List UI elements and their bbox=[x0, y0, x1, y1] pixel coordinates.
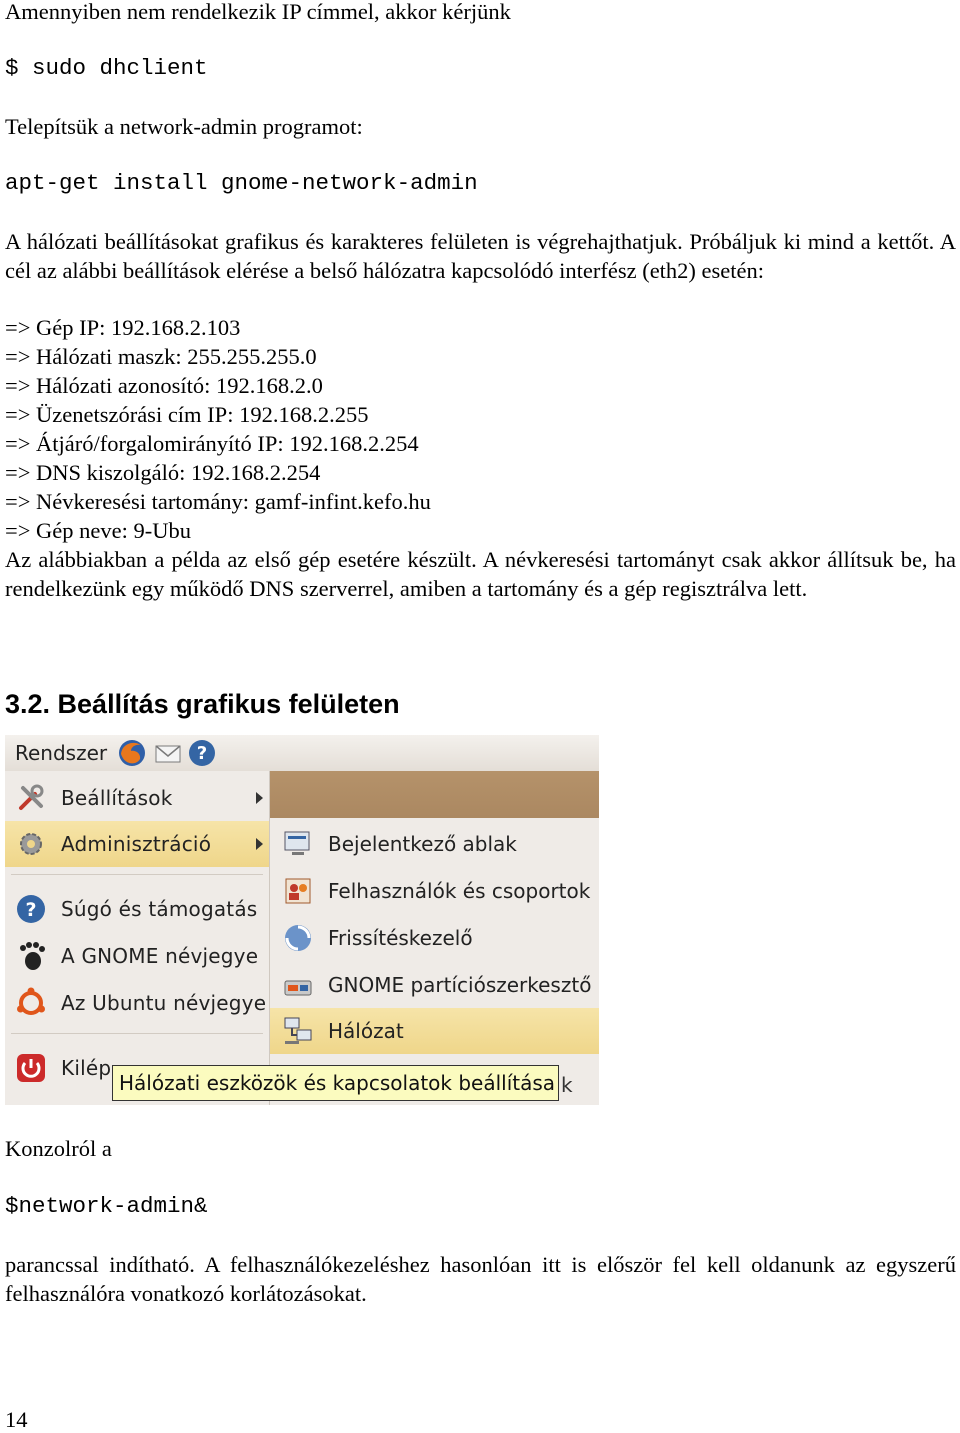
menu-item-label: Súgó és támogatás bbox=[61, 897, 258, 921]
menu-item-help[interactable] bbox=[5, 886, 269, 932]
menu-item-label: Kilép bbox=[61, 1056, 112, 1080]
gnome-menu-screenshot bbox=[5, 735, 599, 1105]
users-icon bbox=[282, 875, 314, 907]
menu-item-label: Adminisztráció bbox=[61, 832, 212, 856]
setting-line: => Hálózati maszk: 255.255.255.0 bbox=[5, 344, 317, 369]
power-icon bbox=[15, 1052, 47, 1084]
section-heading: 3.2. Beállítás grafikus felületen bbox=[5, 689, 400, 719]
firefox-icon[interactable] bbox=[117, 738, 147, 768]
network-icon bbox=[282, 1015, 314, 1047]
mail-icon[interactable] bbox=[153, 738, 183, 768]
submenu-item-label: Felhasználók és csoportok bbox=[328, 879, 591, 903]
setting-line: => DNS kiszolgáló: 192.168.2.254 bbox=[5, 460, 321, 485]
command-network-admin: $network-admin& bbox=[5, 1193, 208, 1219]
system-menu-label[interactable]: Rendszer bbox=[15, 741, 108, 765]
setting-line: => Gép neve: 9-Ubu bbox=[5, 518, 191, 543]
menu-item-administration[interactable] bbox=[5, 821, 269, 867]
intro-line: Amennyiben nem rendelkezik IP címmel, akkor kérjünk bbox=[5, 0, 511, 24]
setting-line: => Hálózati azonosító: 192.168.2.0 bbox=[5, 373, 323, 398]
submenu-item-users[interactable] bbox=[270, 868, 599, 914]
help-icon bbox=[15, 893, 47, 925]
administration-submenu bbox=[270, 818, 599, 1058]
submenu-arrow-icon bbox=[256, 838, 263, 850]
tooltip-overflow-text: k bbox=[561, 1073, 573, 1097]
submenu-item-partition-editor[interactable] bbox=[270, 962, 599, 1008]
paragraph-intro: A hálózati beállításokat grafikus és karakteres felületen is végrehajthatjuk. Próbáljuk ki mind a kettőt. A cél az alábbi beállítások elérése a belső hálózatra kapcsolódó interfész (eth2) esetén: bbox=[5, 229, 956, 283]
help-icon[interactable] bbox=[187, 738, 217, 768]
menu-separator bbox=[11, 874, 263, 875]
command-dhclient: $ sudo dhclient bbox=[5, 55, 208, 81]
gnome-foot-icon bbox=[15, 940, 47, 972]
submenu-item-label: Bejelentkező ablak bbox=[328, 832, 517, 856]
system-menu bbox=[5, 771, 270, 1105]
submenu-arrow-icon bbox=[256, 792, 263, 804]
paragraph-example: Az alábbiakban a példa az első gép esetére készült. A névkeresési tartományt csak akkor állítsuk be, ha rendelkezünk egy működő DNS szerverrel, amiben a tartomány és a gép regisztrálva lett. bbox=[5, 547, 956, 601]
ubuntu-icon bbox=[15, 987, 47, 1019]
page-number: 14 bbox=[5, 1407, 28, 1432]
setting-line: => Átjáró/forgalomirányító IP: 192.168.2.254 bbox=[5, 431, 419, 456]
network-tooltip: Hálózati eszközök és kapcsolatok beállítása bbox=[112, 1065, 559, 1101]
submenu-item-label: Hálózat bbox=[328, 1019, 404, 1043]
install-line: Telepítsük a network-admin programot: bbox=[5, 114, 363, 139]
setting-line: => Üzenetszórási cím IP: 192.168.2.255 bbox=[5, 402, 369, 427]
svg-text:?: ? bbox=[196, 743, 208, 764]
menu-item-preferences[interactable] bbox=[5, 775, 269, 821]
submenu-item-update-manager[interactable] bbox=[270, 915, 599, 961]
tools-icon bbox=[15, 782, 47, 814]
menu-separator bbox=[11, 1033, 263, 1034]
menu-item-about-ubuntu[interactable] bbox=[5, 980, 269, 1026]
console-line: Konzolról a bbox=[5, 1136, 112, 1161]
menu-item-label: Beállítások bbox=[61, 786, 173, 810]
top-panel bbox=[5, 735, 599, 772]
gear-icon bbox=[15, 828, 47, 860]
paragraph-launch: parancssal indítható. A felhasználókezeléshez hasonlóan itt is először fel kell oldanunk az egyszerű felhasználóra vonatkozó korlátozásokat. bbox=[5, 1252, 956, 1306]
menu-item-about-gnome[interactable] bbox=[5, 933, 269, 979]
submenu-item-network[interactable] bbox=[270, 1008, 599, 1054]
submenu-item-label: GNOME partíciószerkesztő bbox=[328, 973, 592, 997]
menu-item-label: A GNOME névjegye bbox=[61, 944, 259, 968]
update-icon bbox=[282, 922, 314, 954]
partition-icon bbox=[282, 969, 314, 1001]
submenu-item-login-window[interactable] bbox=[270, 821, 599, 867]
command-install: apt-get install gnome-network-admin bbox=[5, 170, 478, 196]
setting-line: => Névkeresési tartomány: gamf-infint.kefo.hu bbox=[5, 489, 431, 514]
login-window-icon bbox=[282, 828, 314, 860]
submenu-item-label: Frissítéskezelő bbox=[328, 926, 473, 950]
svg-text:?: ? bbox=[25, 899, 37, 921]
setting-line: => Gép IP: 192.168.2.103 bbox=[5, 315, 241, 340]
menu-item-label: Az Ubuntu névjegye bbox=[61, 991, 267, 1015]
